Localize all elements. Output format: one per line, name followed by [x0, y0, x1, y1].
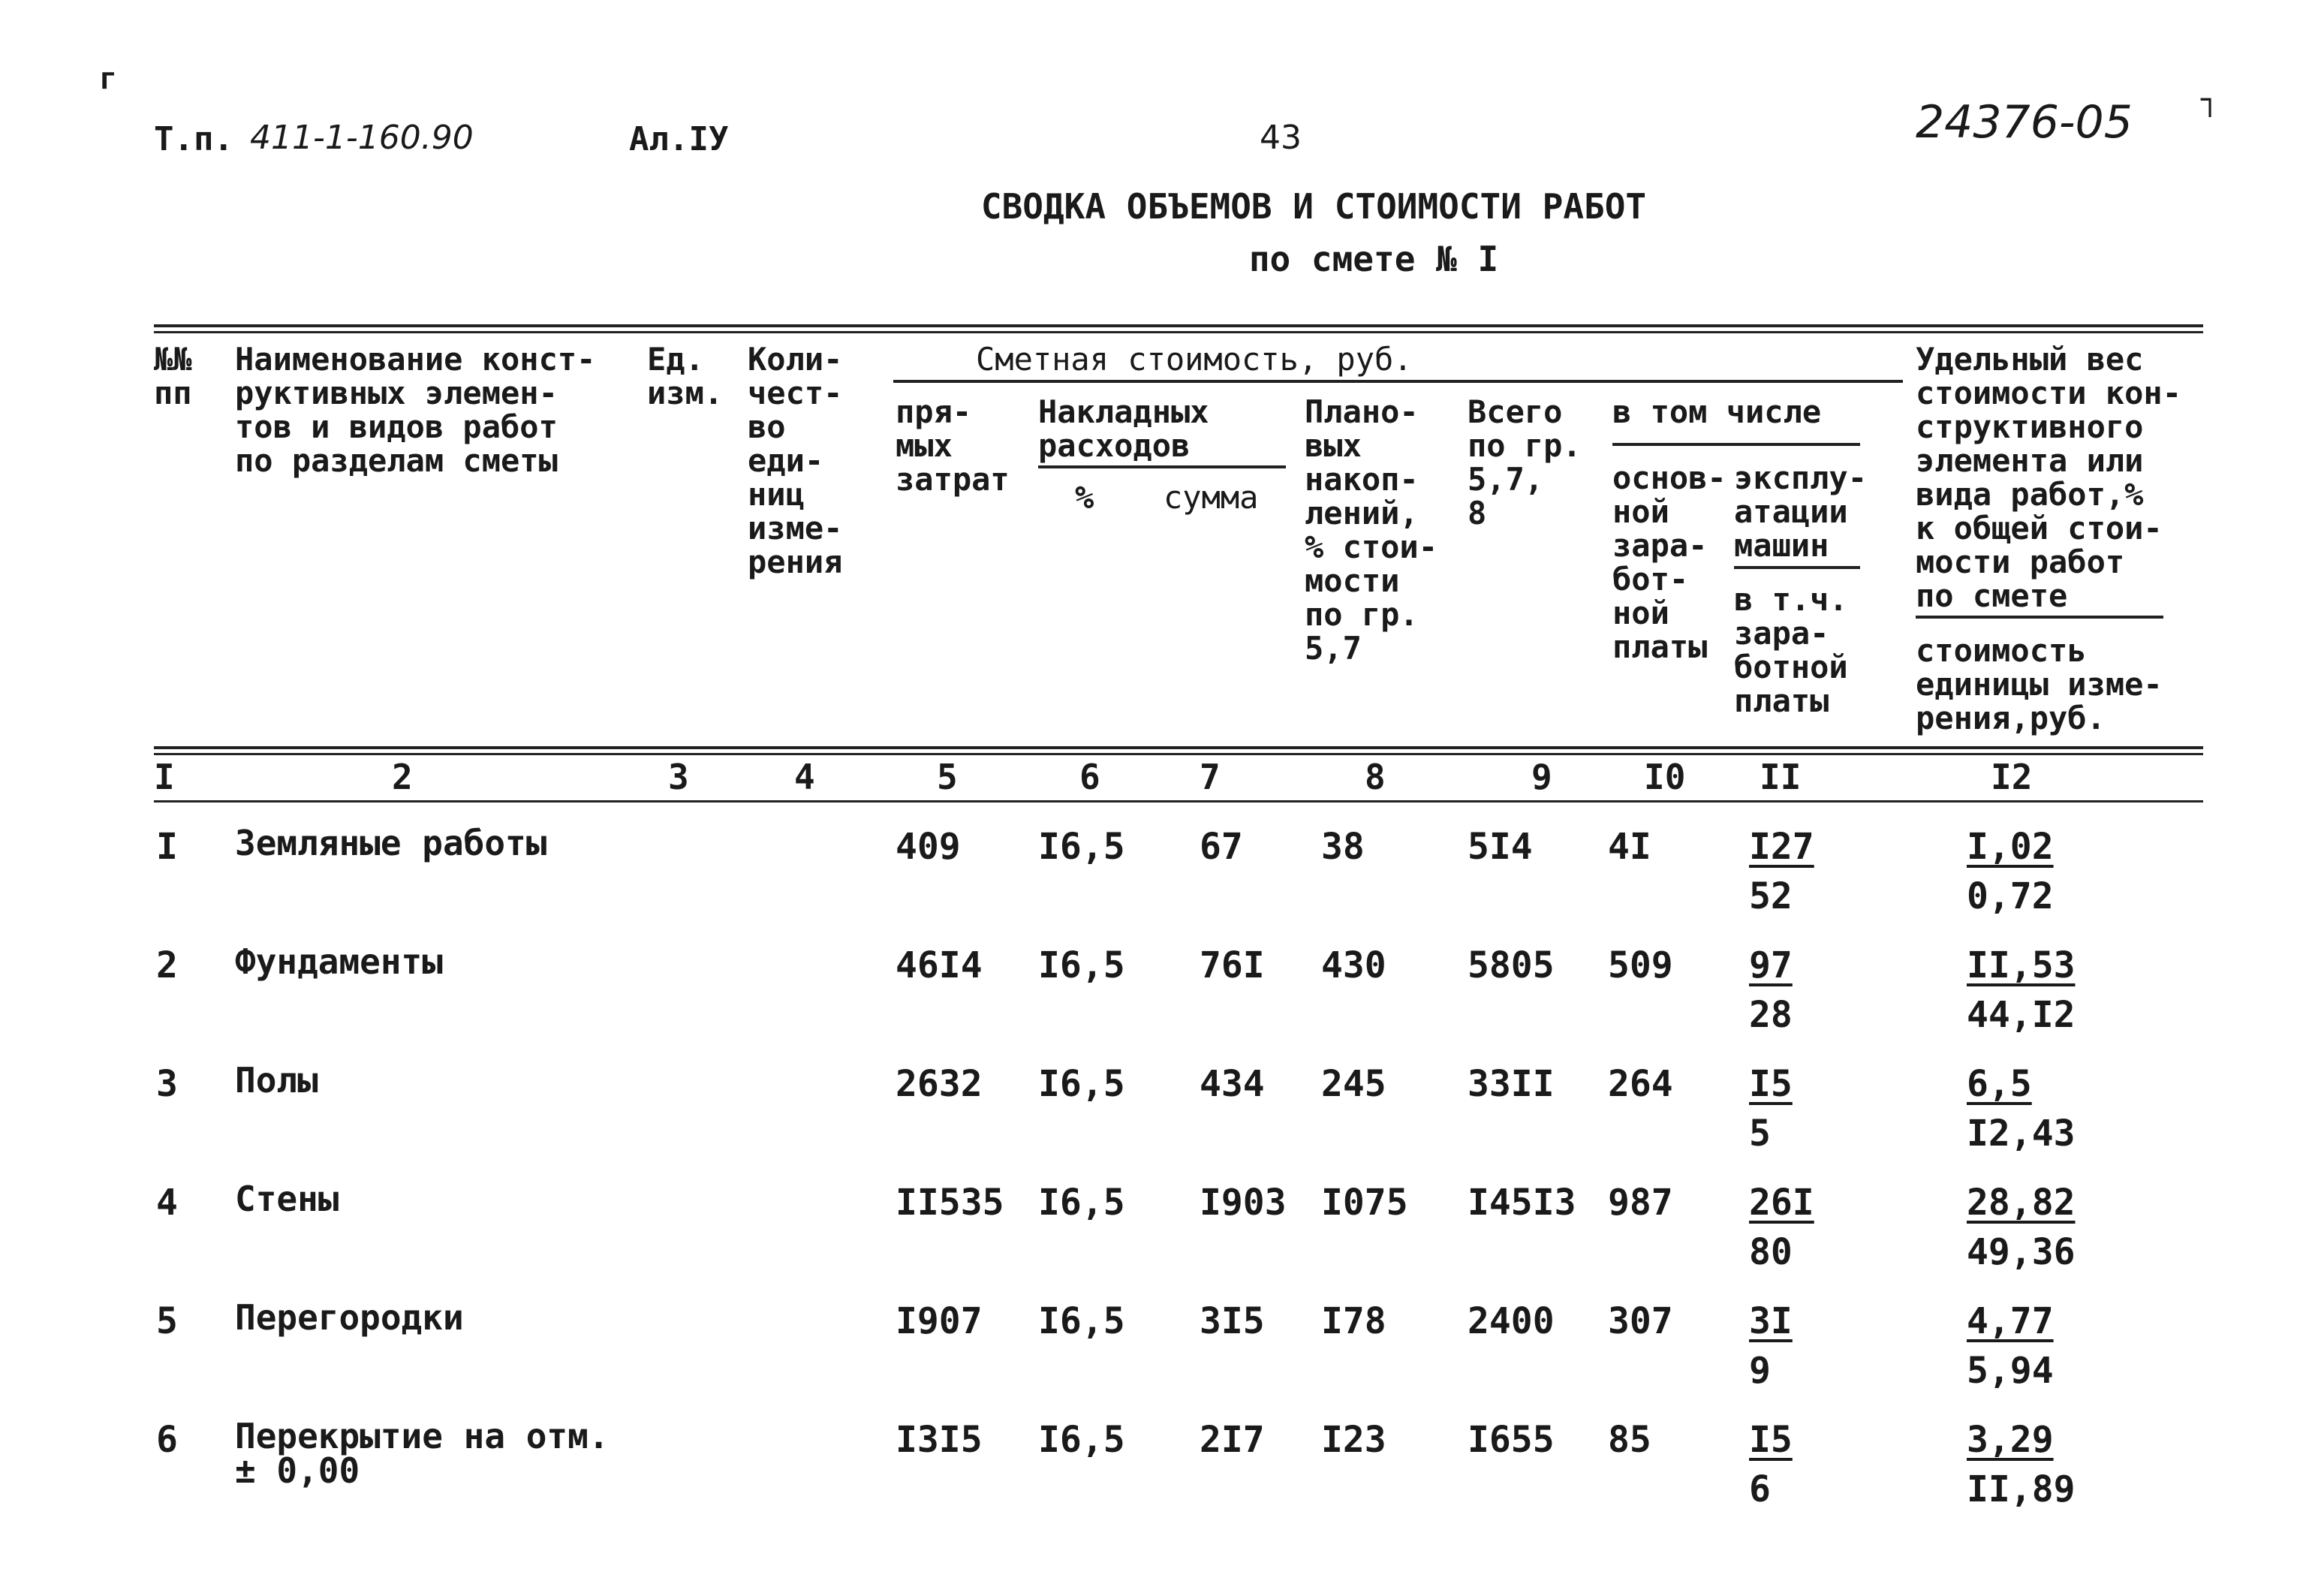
cell-c11a: I5 — [1749, 1419, 1793, 1461]
header-col-number: №№ пп — [154, 341, 192, 411]
cell-no: 4 — [156, 1182, 178, 1224]
header-col-machines-wages: в т.ч. зара- ботной платы — [1734, 581, 1848, 719]
header-incl-rule — [1612, 443, 1860, 446]
page-number: 43 — [1260, 119, 1302, 157]
cell-c11b: 5 — [1749, 1113, 1771, 1155]
header-group-overhead: Накладных расходов — [1038, 393, 1209, 464]
cell-c12a: II,53 — [1967, 944, 2076, 986]
cell-c11a: I5 — [1749, 1063, 1793, 1105]
cell-c8: 38 — [1321, 826, 1365, 868]
cell-c7: 67 — [1200, 826, 1243, 868]
cell-name: Земляные работы — [235, 823, 547, 863]
col-number-12: I2 — [1991, 757, 2033, 797]
cell-c6: I6,5 — [1038, 1182, 1125, 1224]
cell-no: 2 — [156, 944, 178, 986]
header-col-planned: Плано- вых накоп- лений, % стои- мости по гр. 5,7 — [1305, 393, 1438, 667]
cell-c11b: 28 — [1749, 994, 1793, 1036]
header-machines-rule — [1734, 566, 1860, 569]
colnum-bottom-rule — [154, 800, 2203, 803]
cell-c7: I903 — [1200, 1182, 1287, 1224]
cell-c11b: 9 — [1749, 1350, 1771, 1392]
col-number-1: I — [154, 757, 175, 797]
cell-name: Перегородки — [235, 1297, 464, 1338]
col-number-3: 3 — [668, 757, 689, 797]
cell-name: Стены — [235, 1179, 339, 1219]
header-col-wages: основ- ной зара- бот- ной платы — [1612, 459, 1726, 665]
cell-c6: I6,5 — [1038, 944, 1125, 986]
col-number-8: 8 — [1365, 757, 1386, 797]
header-col-unit: Ед. изм. — [647, 341, 724, 411]
cell-c5: II535 — [896, 1182, 1004, 1224]
cell-c12a: 3,29 — [1967, 1419, 2054, 1461]
cell-c12b: 49,36 — [1967, 1231, 2076, 1273]
cell-c10: 85 — [1608, 1419, 1651, 1461]
cell-c11b: 80 — [1749, 1231, 1793, 1273]
cell-c12b: I2,43 — [1967, 1113, 2076, 1155]
cell-name: Перекрытие на отм. ± 0,00 — [235, 1416, 610, 1491]
cell-c10: 987 — [1608, 1182, 1673, 1224]
cell-c6: I6,5 — [1038, 1419, 1125, 1461]
cell-c9: I655 — [1468, 1419, 1555, 1461]
col-number-9: 9 — [1531, 757, 1552, 797]
cell-c5: I907 — [896, 1300, 983, 1342]
cell-c10: 307 — [1608, 1300, 1673, 1342]
header-bottom-rule — [154, 746, 2203, 749]
archive-number: 24376-05 — [1916, 96, 2133, 149]
header-col-share: Удельный вес стоимости кон- структивного элемента или вида работ,% к общей стои- мости работ по смете — [1916, 341, 2182, 614]
cell-c5: 46I4 — [896, 944, 983, 986]
cell-c11a: I27 — [1749, 826, 1814, 868]
album-label: Ал.IУ — [629, 120, 729, 158]
cell-c9: 5I4 — [1468, 826, 1533, 868]
table-top-rule — [154, 324, 2203, 327]
cell-no: 3 — [156, 1063, 178, 1105]
header-col-quantity: Коли- чест- во еди- ниц изме- рения — [748, 341, 843, 580]
header-col-direct: пря- мых затрат — [896, 393, 1010, 498]
cell-c12a: 28,82 — [1967, 1182, 2076, 1224]
cell-c6: I6,5 — [1038, 1300, 1125, 1342]
header-col-total: Всего по гр. 5,7, 8 — [1468, 393, 1582, 531]
cell-c12a: I,02 — [1967, 826, 2054, 868]
cell-c12b: 44,I2 — [1967, 994, 2076, 1036]
cell-no: 6 — [156, 1419, 178, 1461]
cell-c8: 245 — [1321, 1063, 1386, 1105]
cell-c12b: 0,72 — [1967, 875, 2054, 917]
header-group-cost-rule — [893, 380, 1903, 383]
cell-c9: 5805 — [1468, 944, 1555, 986]
corner-mark-right: ┐ — [2201, 83, 2220, 117]
cell-c7: 76I — [1200, 944, 1265, 986]
cell-c11b: 6 — [1749, 1468, 1771, 1510]
cell-c8: I23 — [1321, 1419, 1386, 1461]
cell-c10: 264 — [1608, 1063, 1673, 1105]
page-subtitle: по смете № I — [1248, 239, 1499, 279]
cell-c10: 509 — [1608, 944, 1673, 986]
cell-c11a: 97 — [1749, 944, 1793, 986]
cell-c11a: 26I — [1749, 1182, 1814, 1224]
cell-c6: I6,5 — [1038, 1063, 1125, 1105]
cell-c12b: II,89 — [1967, 1468, 2076, 1510]
doc-prefix: Т.п. — [154, 120, 233, 158]
cell-c5: 2632 — [896, 1063, 983, 1105]
col-number-6: 6 — [1079, 757, 1100, 797]
cell-c7: 3I5 — [1200, 1300, 1265, 1342]
cell-no: I — [156, 826, 178, 868]
cell-c12b: 5,94 — [1967, 1350, 2054, 1392]
cell-c7: 2I7 — [1200, 1419, 1265, 1461]
header-group-incl: в том числе — [1612, 393, 1822, 430]
cell-c12a: 4,77 — [1967, 1300, 2054, 1342]
header-col-unit-cost: стоимость единицы изме- рения,руб. — [1916, 632, 2163, 736]
cell-name: Фундаменты — [235, 941, 443, 982]
col-number-10: I0 — [1644, 757, 1686, 797]
header-group-cost: Сметная стоимость, руб. — [976, 341, 1413, 378]
doc-number: 411-1-160.90 — [250, 119, 474, 157]
cell-c9: 33II — [1468, 1063, 1555, 1105]
cell-c9: I45I3 — [1468, 1182, 1576, 1224]
cell-c5: I3I5 — [896, 1419, 983, 1461]
cell-c8: I78 — [1321, 1300, 1386, 1342]
cell-c10: 4I — [1608, 826, 1651, 868]
col-number-4: 4 — [794, 757, 815, 797]
header-overhead-rule — [1038, 465, 1286, 468]
col-number-5: 5 — [937, 757, 958, 797]
cell-c6: I6,5 — [1038, 826, 1125, 868]
header-share-rule — [1916, 616, 2163, 619]
header-col-machines: эксплу- атации машин — [1734, 459, 1868, 564]
corner-mark-left: г — [99, 62, 118, 96]
page-title: СВОДКА ОБЪЕМОВ И СТОИМОСТИ РАБОТ — [980, 186, 1647, 227]
header-col-overhead-pct: % — [1075, 479, 1094, 516]
cell-c12a: 6,5 — [1967, 1063, 2032, 1105]
col-number-2: 2 — [392, 757, 413, 797]
cell-c11b: 52 — [1749, 875, 1793, 917]
cell-name: Полы — [235, 1060, 318, 1101]
cell-c8: I075 — [1321, 1182, 1408, 1224]
col-number-7: 7 — [1200, 757, 1221, 797]
cell-c5: 409 — [896, 826, 961, 868]
header-col-overhead-sum: сумма — [1164, 479, 1259, 516]
header-col-name: Наименование конст- руктивных элемен- тов и видов работ по разделам сметы — [235, 341, 596, 479]
cell-c9: 2400 — [1468, 1300, 1555, 1342]
col-number-11: II — [1760, 757, 1802, 797]
cell-no: 5 — [156, 1300, 178, 1342]
header-bottom-rule-2 — [154, 753, 2203, 755]
cell-c8: 430 — [1321, 944, 1386, 986]
table-top-rule-2 — [154, 331, 2203, 333]
cell-c11a: 3I — [1749, 1300, 1793, 1342]
cell-c7: 434 — [1200, 1063, 1265, 1105]
